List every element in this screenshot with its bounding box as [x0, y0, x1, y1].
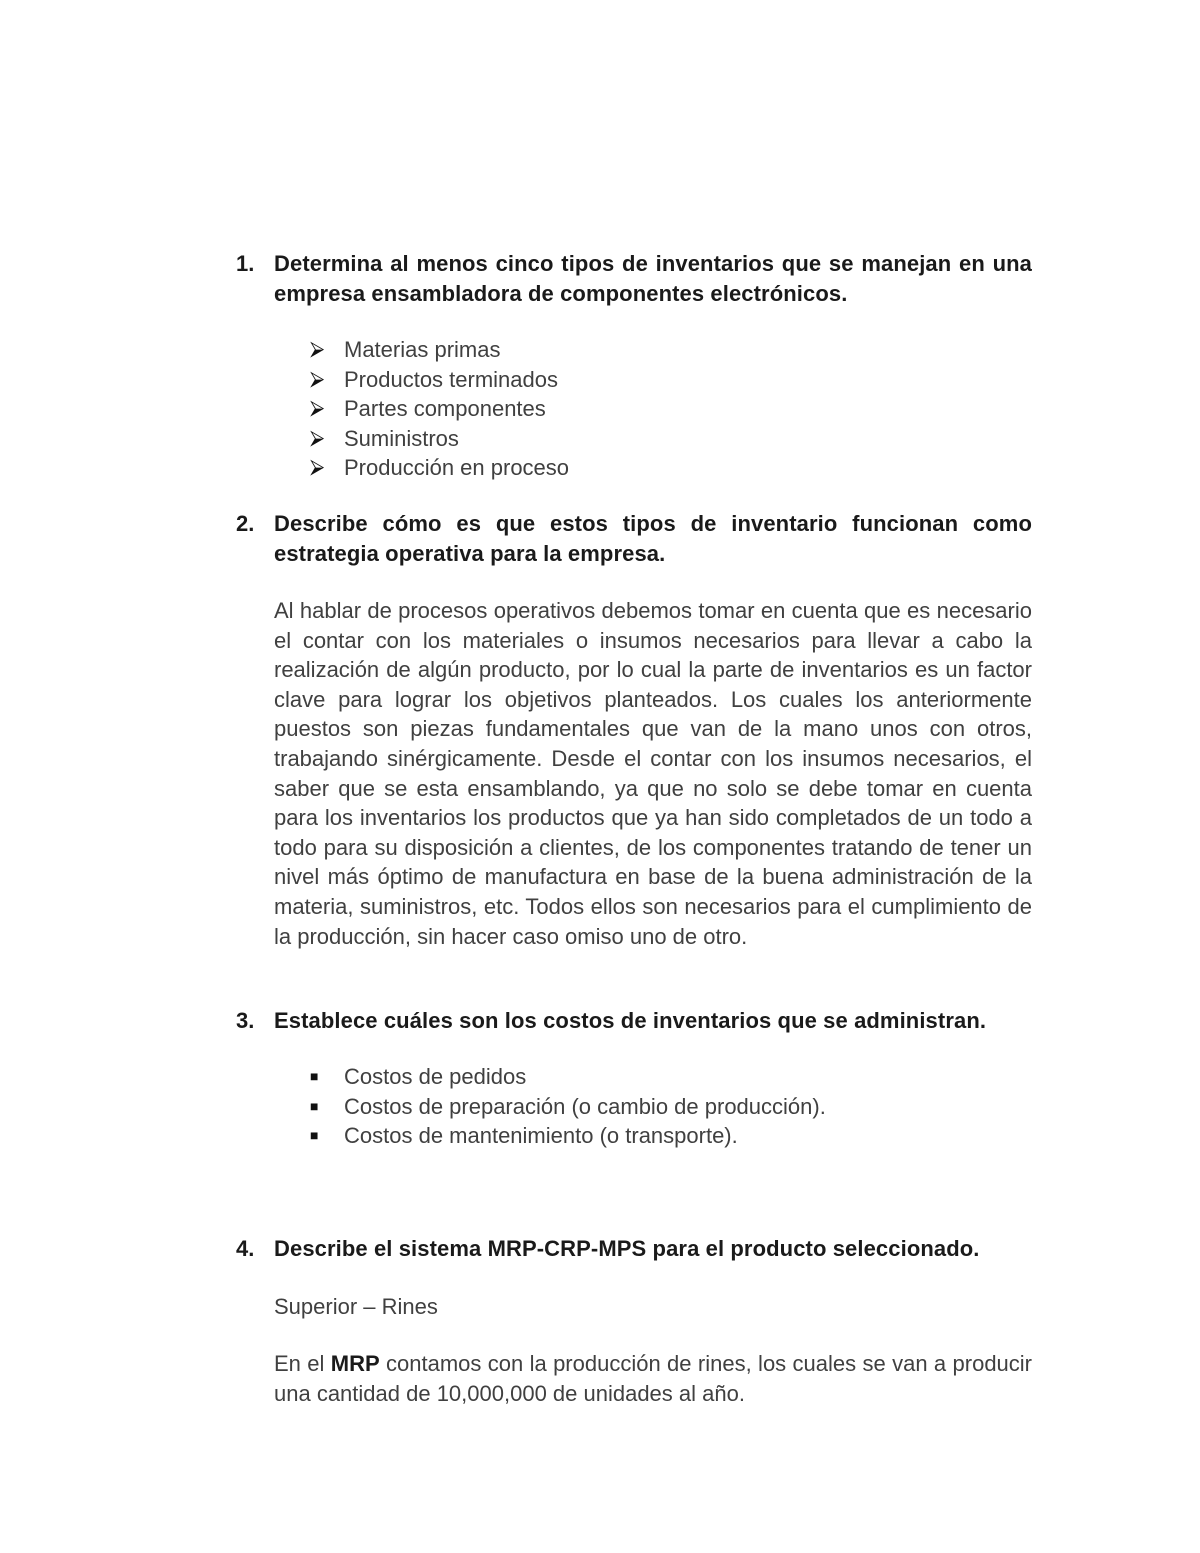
list-item: ⮚ Suministros — [308, 424, 569, 454]
question-2 — [236, 509, 1032, 569]
question-3-number: 3. — [236, 1008, 255, 1033]
question-4-number: 4. — [236, 1236, 255, 1261]
arrow-bullet-icon: ⮚ — [310, 397, 325, 419]
inventory-costs-list — [308, 1062, 826, 1151]
question-2-number: 2. — [236, 511, 255, 536]
question-3 — [236, 1006, 1032, 1036]
square-bullet-icon: ■ — [310, 1127, 319, 1143]
list-item: ⮚ Partes componentes — [308, 394, 569, 424]
question-1-number: 1. — [236, 251, 255, 276]
mrp-term: MRP — [330, 1351, 380, 1376]
list-item: ⮚ Materias primas — [308, 335, 569, 365]
question-2-answer: Al hablar de procesos operativos debemos tomar en cuenta que es necesario el contar con los materiales o insumos necesarios para llevar a cabo la realización de algún producto, por lo cual la parte de inventarios es un factor clave para lograr los objetivos planteados. Los cuales los anteriormente puestos son piezas fundamentales que van de la mano unos con otros, trabajando sinérgicamente. Desde el contar con los insumos necesarios, el saber que se esta ensamblando, ya que no solo se debe tomar en cuenta para los inventarios los productos que ya han sido completados de un todo a todo para su disposición a clientes, de los componentes tratando de tener un nivel más óptimo de manufactura en base de la buena administración de la materia, suministros, etc. Todos ellos son necesarios para el cumplimiento de la producción, sin hacer caso omiso uno de otro. — [274, 598, 1032, 949]
question-2-title: Describe cómo es que estos tipos de inventario funcionan como estrategia operativa para la empresa. — [274, 511, 1032, 566]
question-3-title: Establece cuáles son los costos de inventarios que se administran. — [274, 1008, 987, 1033]
list-item: ■ Costos de pedidos — [308, 1062, 826, 1092]
question-1 — [236, 249, 1032, 309]
inventory-types-list — [308, 335, 569, 483]
arrow-bullet-icon: ⮚ — [310, 456, 325, 478]
arrow-bullet-icon: ⮚ — [310, 338, 325, 360]
question-4-title: Describe el sistema MRP-CRP-MPS para el producto seleccionado. — [274, 1236, 980, 1261]
question-4-answer: En el MRP contamos con la producción de rines, los cuales se van a producir una cantidad de 10,000,000 de unidades al año. — [274, 1351, 1032, 1406]
arrow-bullet-icon: ⮚ — [310, 426, 325, 449]
list-item: ⮚ Producción en proceso — [308, 453, 569, 483]
question-4 — [236, 1234, 1032, 1264]
arrow-bullet-icon: ⮚ — [310, 367, 325, 390]
question-1-title: Determina al menos cinco tipos de inventarios que se manejan en una empresa ensambladora de componentes electrónicos. — [274, 251, 1032, 306]
list-item: ■ Costos de preparación (o cambio de producción). — [308, 1092, 826, 1122]
question-4-subtitle: Superior – Rines — [274, 1294, 438, 1319]
list-item: ⮚ Productos terminados — [308, 365, 569, 395]
square-bullet-icon: ■ — [310, 1068, 319, 1084]
list-item: ■ Costos de mantenimiento (o transporte). — [308, 1121, 826, 1151]
square-bullet-icon: ■ — [310, 1097, 319, 1114]
